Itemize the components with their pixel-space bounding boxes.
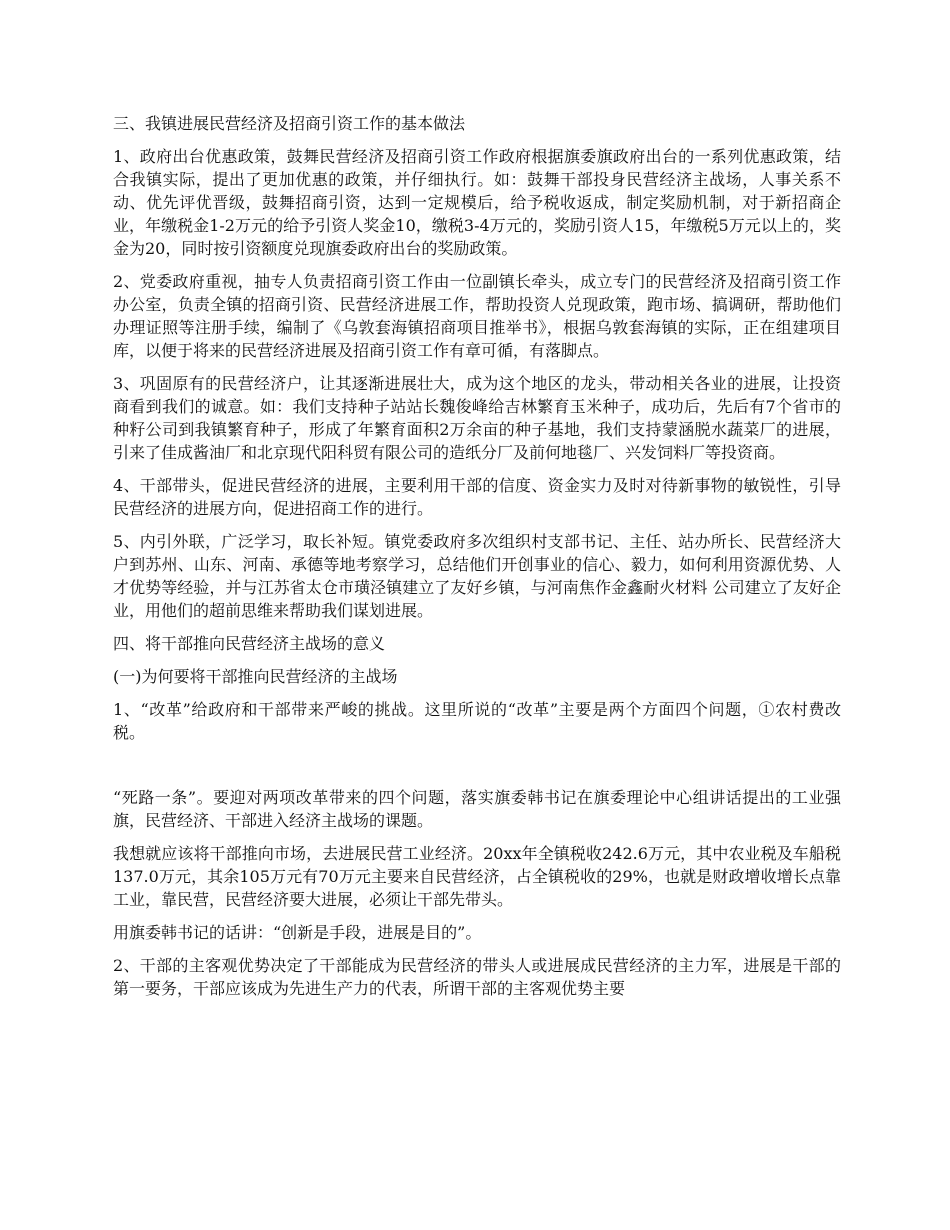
paragraph-2: 2、党委政府重视，抽专人负责招商引资工作由一位副镇长牵头，成立专门的民营经济及招商引资工作办公室，负责全镇的招商引资、民营经济进展工作，帮助投资人兑现政策，跑市场、搞调研，帮助他们办理证照等注册手续，编制了《乌敦套海镇招商项目推举书》，根据乌敦套海镇的实际，正在组建项目库，以便于将来的民营经济进展及招商引资工作有章可循，有落脚点。 xyxy=(113,272,841,360)
section-3-heading: 三、我镇进展民营经济及招商引资工作的基本做法 xyxy=(113,114,466,133)
paragraph-6: 1、“改革”给政府和干部带来严峻的挑战。这里所说的“改革”主要是两个方面四个问题，①农村费改税。 xyxy=(113,700,841,742)
paragraph-3: 3、巩固原有的民营经济户，让其逐渐进展壮大，成为这个地区的龙头，带动相关各业的进展，让投资商看到我们的诚意。如：我们支持种子站站长魏俊峰给吉林繁育玉米种子，成功后，先后有7个省市的种籽公司到我镇繁育种子，形成了年繁育面积2万余亩的种子基地，我们支持蒙涵脱水蔬菜厂的进展，引来了佳成酱油厂和北京现代阳科贸有限公司的造纸分厂及前何地毯厂、兴发饲料厂等投资商。 xyxy=(113,374,841,462)
paragraph-7: “死路一条”。要迎对两项改革带来的四个问题，落实旗委韩书记在旗委理论中心组讲话提出的工业强旗，民营经济、干部进入经济主战场的课题。 xyxy=(113,788,841,830)
section-4-heading: 四、将干部推向民营经济主战场的意义 xyxy=(113,634,386,653)
document-page xyxy=(113,112,841,1000)
paragraph-1: 1、政府出台优惠政策，鼓舞民营经济及招商引资工作政府根据旗委旗政府出台的一系列优惠政策，结合我镇实际，提出了更加优惠的政策，并仔细执行。如：鼓舞干部投身民营经济主战场，人事关系不动、优先评优晋级，鼓舞招商引资，达到一定规模后，给予税收返成，制定奖励机制，对于新招商企业，年缴税金1-2万元的给予引资人奖金10，缴税3-4万元的，奖励引资人15，年缴税5万元以上的，奖金为20，同时按引资额度兑现旗委政府出台的奖励政策。 xyxy=(113,147,841,258)
paragraph-9: 用旗委韩书记的话讲：“创新是手段，进展是目的”。 xyxy=(113,923,482,942)
paragraph-4: 4、干部带头，促进民营经济的进展，主要利用干部的信度、资金实力及时对待新事物的敏锐性，引导民营经济的进展方向，促进招商工作的进行。 xyxy=(113,476,841,518)
paragraph-10: 2、干部的主客观优势决定了干部能成为民营经济的带头人或进展成民营经济的主力军，进展是干部的第一要务，干部应该成为先进生产力的代表，所谓干部的主客观优势主要 xyxy=(113,956,841,998)
paragraph-5: 5、内引外联，广泛学习，取长补短。镇党委政府多次组织村支部书记、主任、站办所长、民营经济大户到苏州、山东、河南、承德等地考察学习，总结他们开创事业的信心、毅力，如何利用资源优势、人才优势等经验，并与江苏省太仓市璜泾镇建立了友好乡镇，与河南焦作金鑫耐火材料 公司建立了友好企业，用他们的超前思维来帮助我们谋划进展。 xyxy=(113,532,841,620)
paragraph-8: 我想就应该将干部推向市场，去进展民营工业经济。20xx年全镇税收242.6万元，其中农业税及车船税137.0万元，其余105万元有70万元主要来自民营经济，占全镇税收的29%，也就是财政增收增长点靠工业，靠民营，民营经济要大进展，必须让干部先带头。 xyxy=(113,844,841,909)
subsection-1-heading: (一)为何要将干部推向民营经济的主战场 xyxy=(113,667,398,686)
